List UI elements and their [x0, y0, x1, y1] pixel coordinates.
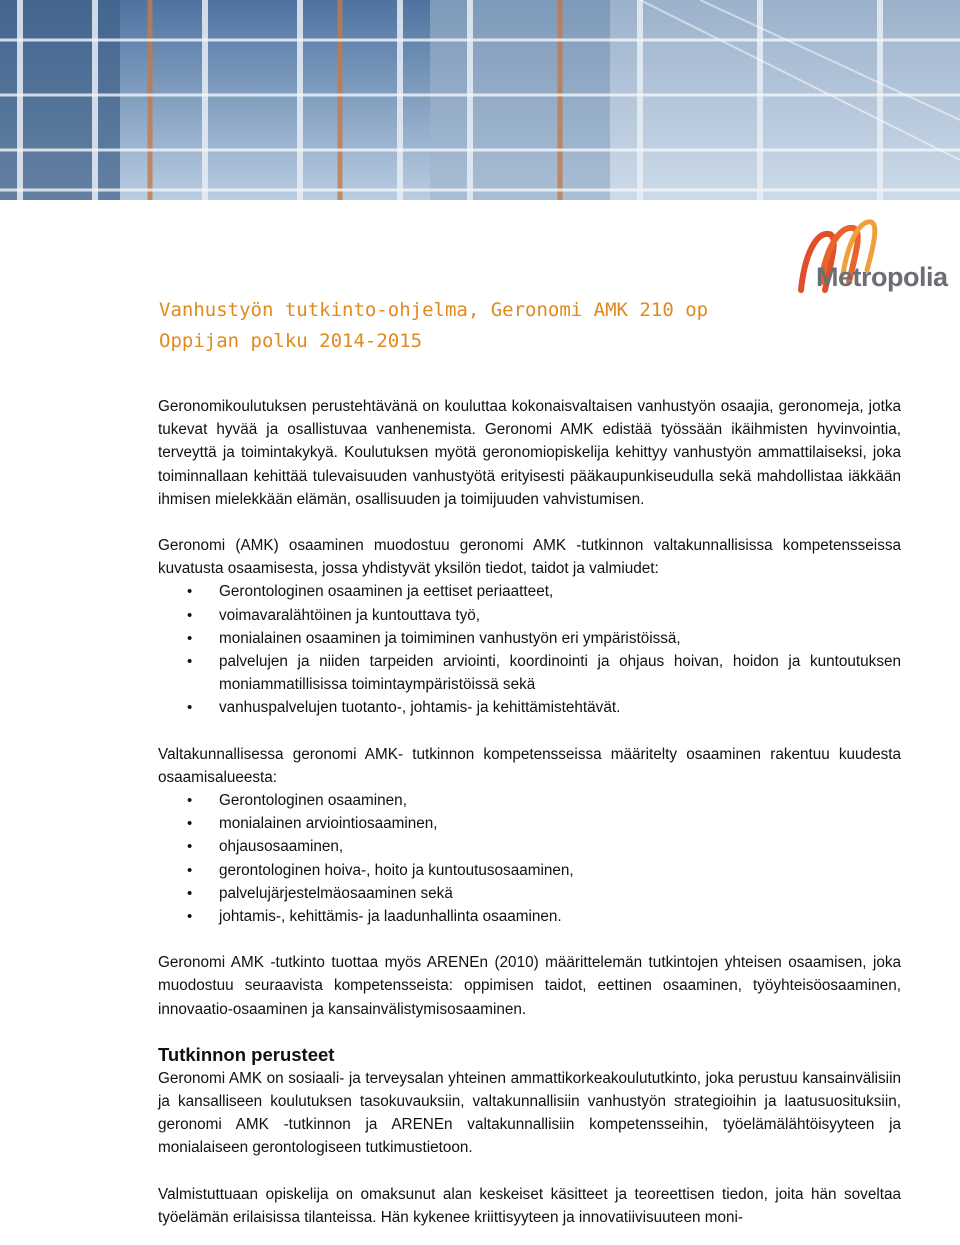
list-item: • palvelujärjestelmäosaaminen sekä — [158, 882, 901, 905]
list-item: • ohjausosaaminen, — [158, 835, 901, 858]
metropolia-logo-text: Metropolia — [816, 262, 948, 292]
paragraph-graduation: Valmistuttuaan opiskelija on omaksunut alan keskeiset käsitteet ja teoreettisen tiedon, joita hän soveltaa työelämän erilaisissa tilanteissa. Hän kykenee kriittisyyteen ja innovatiivisuuteen moni- — [158, 1185, 901, 1226]
competence-list — [158, 580, 901, 719]
list-item: • monialainen osaaminen ja toimiminen vanhustyön eri ympäristöissä, — [158, 627, 901, 650]
list-item: • Gerontologinen osaaminen ja eettiset periaatteet, — [158, 580, 901, 603]
competence-area-list — [158, 789, 901, 928]
document-title — [159, 295, 708, 357]
list-item: • johtamis-, kehittämis- ja laadunhallinta osaaminen. — [158, 905, 901, 928]
paragraph-national: Valtakunnallisessa geronomi AMK- tutkinnon kompetensseissa määritelty osaaminen rakentuu kuudesta osaamisalueesta: — [158, 745, 901, 786]
building-facade-image — [0, 0, 960, 200]
title-line-program: Vanhustyön tutkinto-ohjelma, Geronomi AMK 210 op — [159, 299, 709, 321]
list-item: • gerontologinen hoiva-, hoito ja kuntoutusosaaminen, — [158, 859, 901, 882]
list-item: • Gerontologinen osaaminen, — [158, 789, 901, 812]
paragraph-arene: Geronomi AMK -tutkinto tuottaa myös ARENEn (2010) määrittelemän tutkintojen yhteisen osaamisen, joka muodostuu seuraavista kompetensseista: oppimisen taidot, eettinen osaaminen, työyhteisöosaaminen, innovaatio-osaaminen ja kansainvälistymisosaaminen. — [158, 954, 901, 1018]
header-banner-photo — [0, 0, 960, 200]
list-item: • voimavaralähtöinen ja kuntouttava työ, — [158, 604, 901, 627]
paragraph-competence: Geronomi (AMK) osaaminen muodostuu geronomi AMK -tutkinnon valtakunnallisissa kompetensseissa kuvatusta osaamisesta, jossa yhdistyvät yksilön tiedot, taidot ja valmiudet: — [158, 537, 901, 578]
title-line-year: Oppijan polku 2014-2015 — [159, 330, 423, 352]
list-item: • palvelujen ja niiden tarpeiden arviointi, koordinointi ja ohjaus hoivan, hoidon ja kuntoutuksen moniammatillisissa toimintaympäristöissä sekä — [158, 650, 901, 696]
paragraph-intro: Geronomikoulutuksen perustehtävänä on kouluttaa kokonaisvaltaisen vanhustyön osaajia, geronomeja, jotka tukevat hyvää ja osallistuvaa vanhenemista. Geronomi AMK edistää työssään ikäihmisten hyvinvointia, terveyttä ja toimintakykyä. Koulutuksen myötä geronomiopiskelija kehittyy vanhustyön ammattilaiseksi, joka toiminnallaan kehittää tulevaisuuden vanhustyötä erityisesti pääkaupunkiseudulla sekä mahdollistaa iäkkään ihmisen mielekkään elämän, osallisuuden ja toimijuuden vahvistumisen. — [158, 398, 901, 508]
document-body — [158, 395, 901, 1229]
list-item: • monialainen arviointiosaaminen, — [158, 812, 901, 835]
list-item: • vanhuspalvelujen tuotanto-, johtamis- ja kehittämistehtävät. — [158, 696, 901, 719]
paragraph-basis: Geronomi AMK on sosiaali- ja terveysalan yhteinen ammattikorkeakoulututkinto, joka perustuu kansainvälisiin ja kansalliseen koulutuksen tasokuvauksiin, valtakunnallisiin vanhustyön strategioihin ja laatusuosituksiin, geronomi AMK -tutkinnon ja ARENEn valtakunnallisiin kompetensseihin, työelämälähtöisyyteen ja monialaiseen gerontologiseen tutkimustietoon. — [158, 1069, 901, 1157]
section-heading: Tutkinnon perusteet — [158, 1043, 335, 1065]
